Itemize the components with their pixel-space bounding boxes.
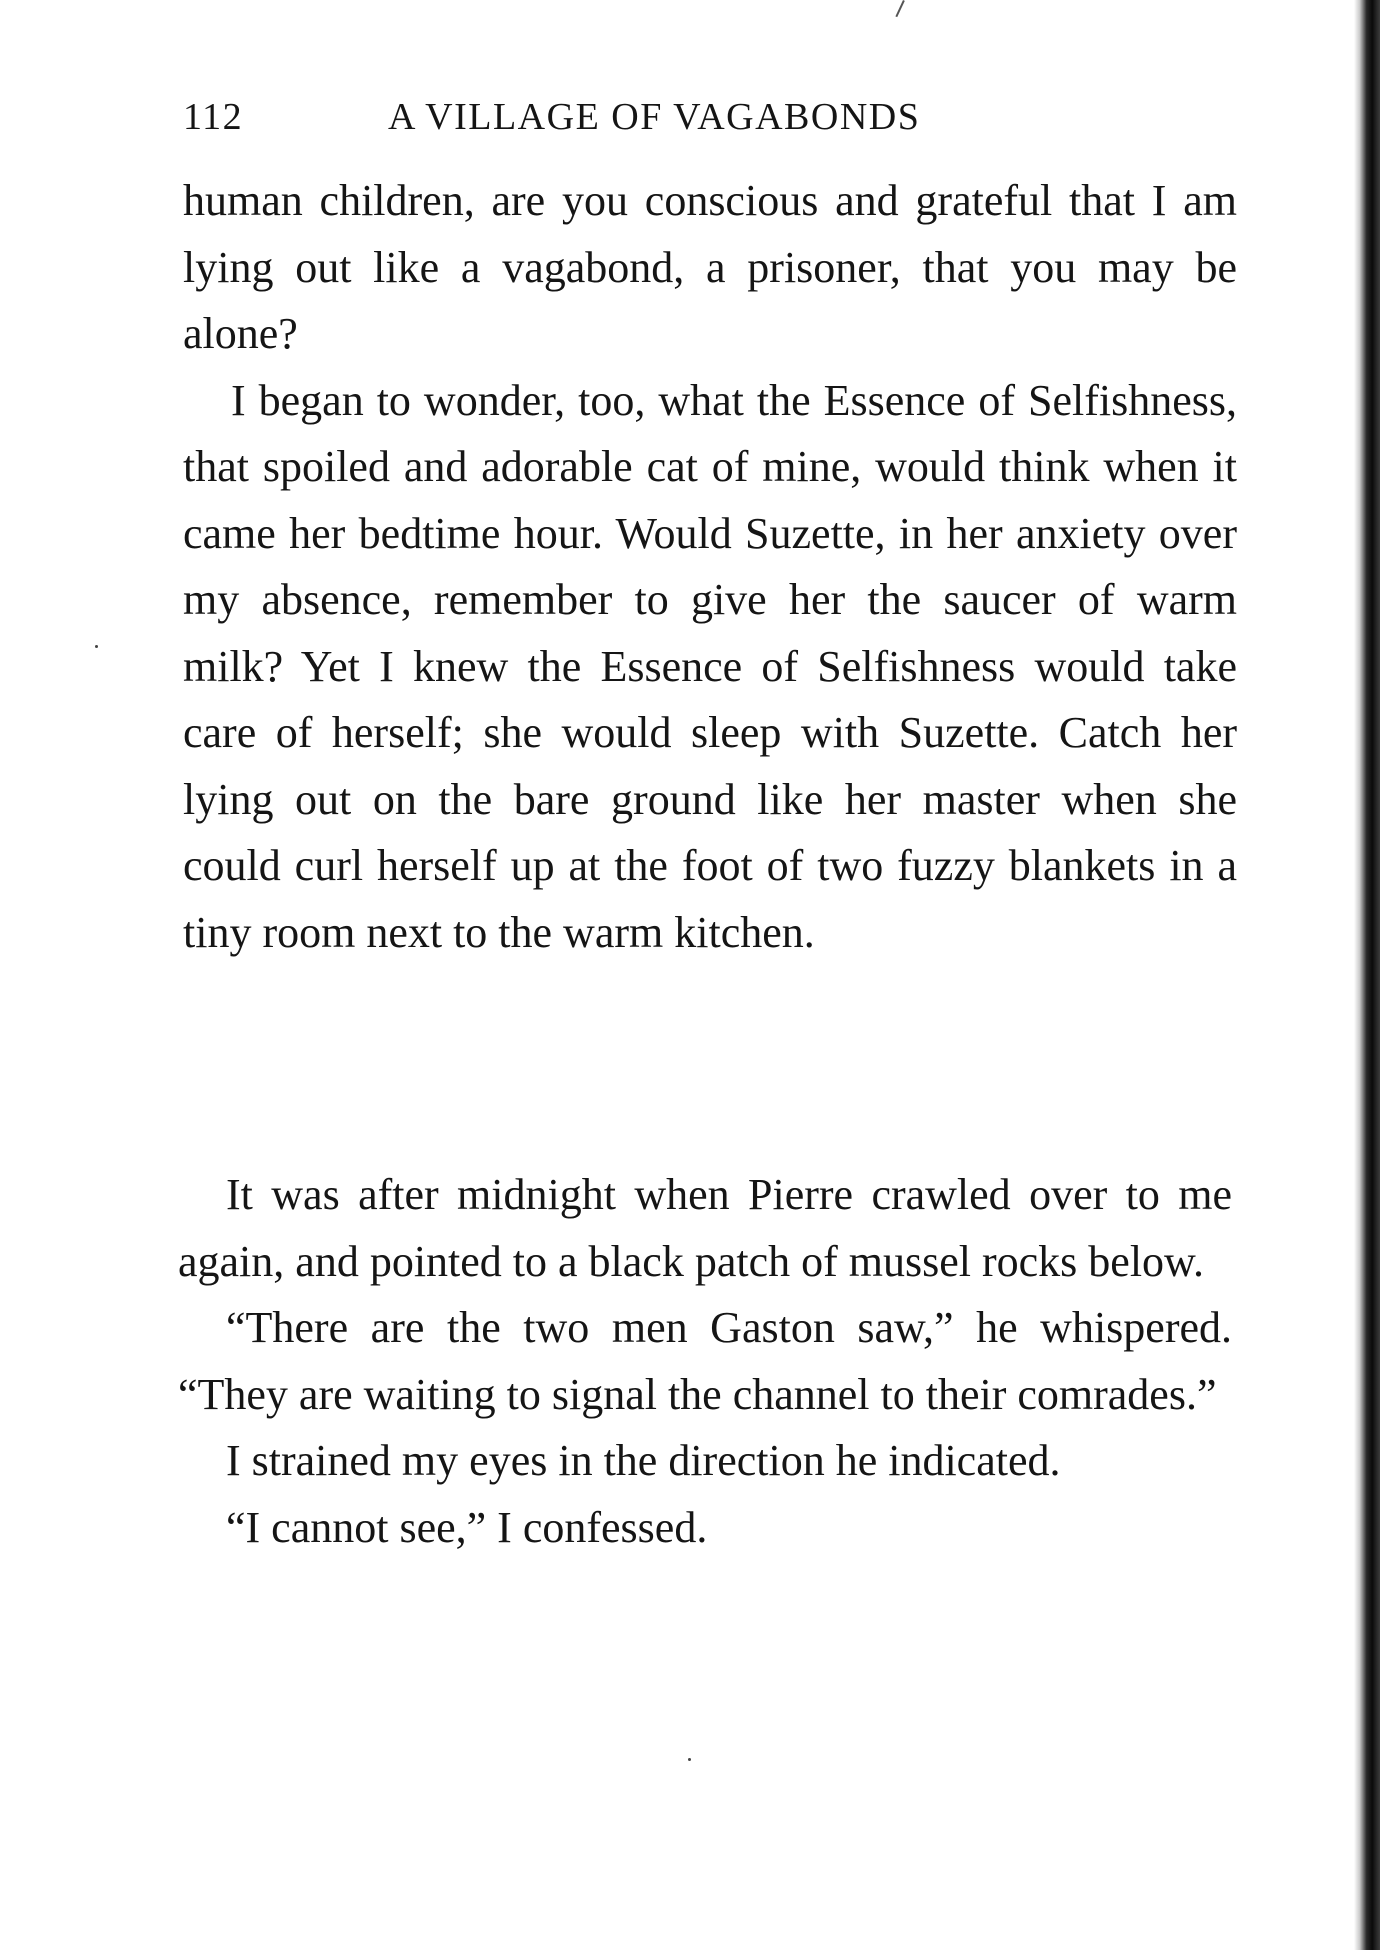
running-head bbox=[183, 92, 1043, 142]
scan-mark bbox=[895, 0, 904, 17]
book-title: A VILLAGE OF VAGABONDS bbox=[388, 96, 921, 138]
scan-speck bbox=[688, 1758, 691, 1761]
scan-speck bbox=[95, 645, 98, 648]
paragraph-two-men: “There are the two men Gaston saw,” he whispered. “They are waiting to signal the channel to their comrades.” bbox=[178, 1303, 1232, 1419]
text-block-upper bbox=[183, 168, 1237, 966]
paragraph-after-midnight: It was after midnight when Pierre crawled over to me again, and pointed to a black patch of mussel rocks below. bbox=[178, 1170, 1232, 1286]
paragraph-cannot-see: “I cannot see,” I confessed. bbox=[226, 1502, 708, 1552]
paragraph-continued: human children, are you conscious and grateful that I am lying out like a vagabond, a prisoner, that you may be alone? bbox=[183, 176, 1237, 358]
page-edge-shadow bbox=[1354, 0, 1380, 1950]
text-block-lower bbox=[178, 1162, 1232, 1561]
page-number: 112 bbox=[183, 96, 244, 138]
paragraph-essence-of-selfishness: I began to wonder, too, what the Essence of Selfishness, that spoiled and adorable cat of mine, would think when it came her bedtime hour. Would Suzette, in her anxiety over my absence, remember to give her the saucer of warm milk? Yet I knew the Essence of Selfishness would take care of herself; she would sleep with Suzette. Catch her lying out on the bare ground like her master when she could curl herself up at the foot of two fuzzy blankets in a tiny room next to the warm kitchen. bbox=[183, 375, 1237, 957]
paragraph-strained-eyes: I strained my eyes in the direction he indicated. bbox=[226, 1436, 1061, 1485]
